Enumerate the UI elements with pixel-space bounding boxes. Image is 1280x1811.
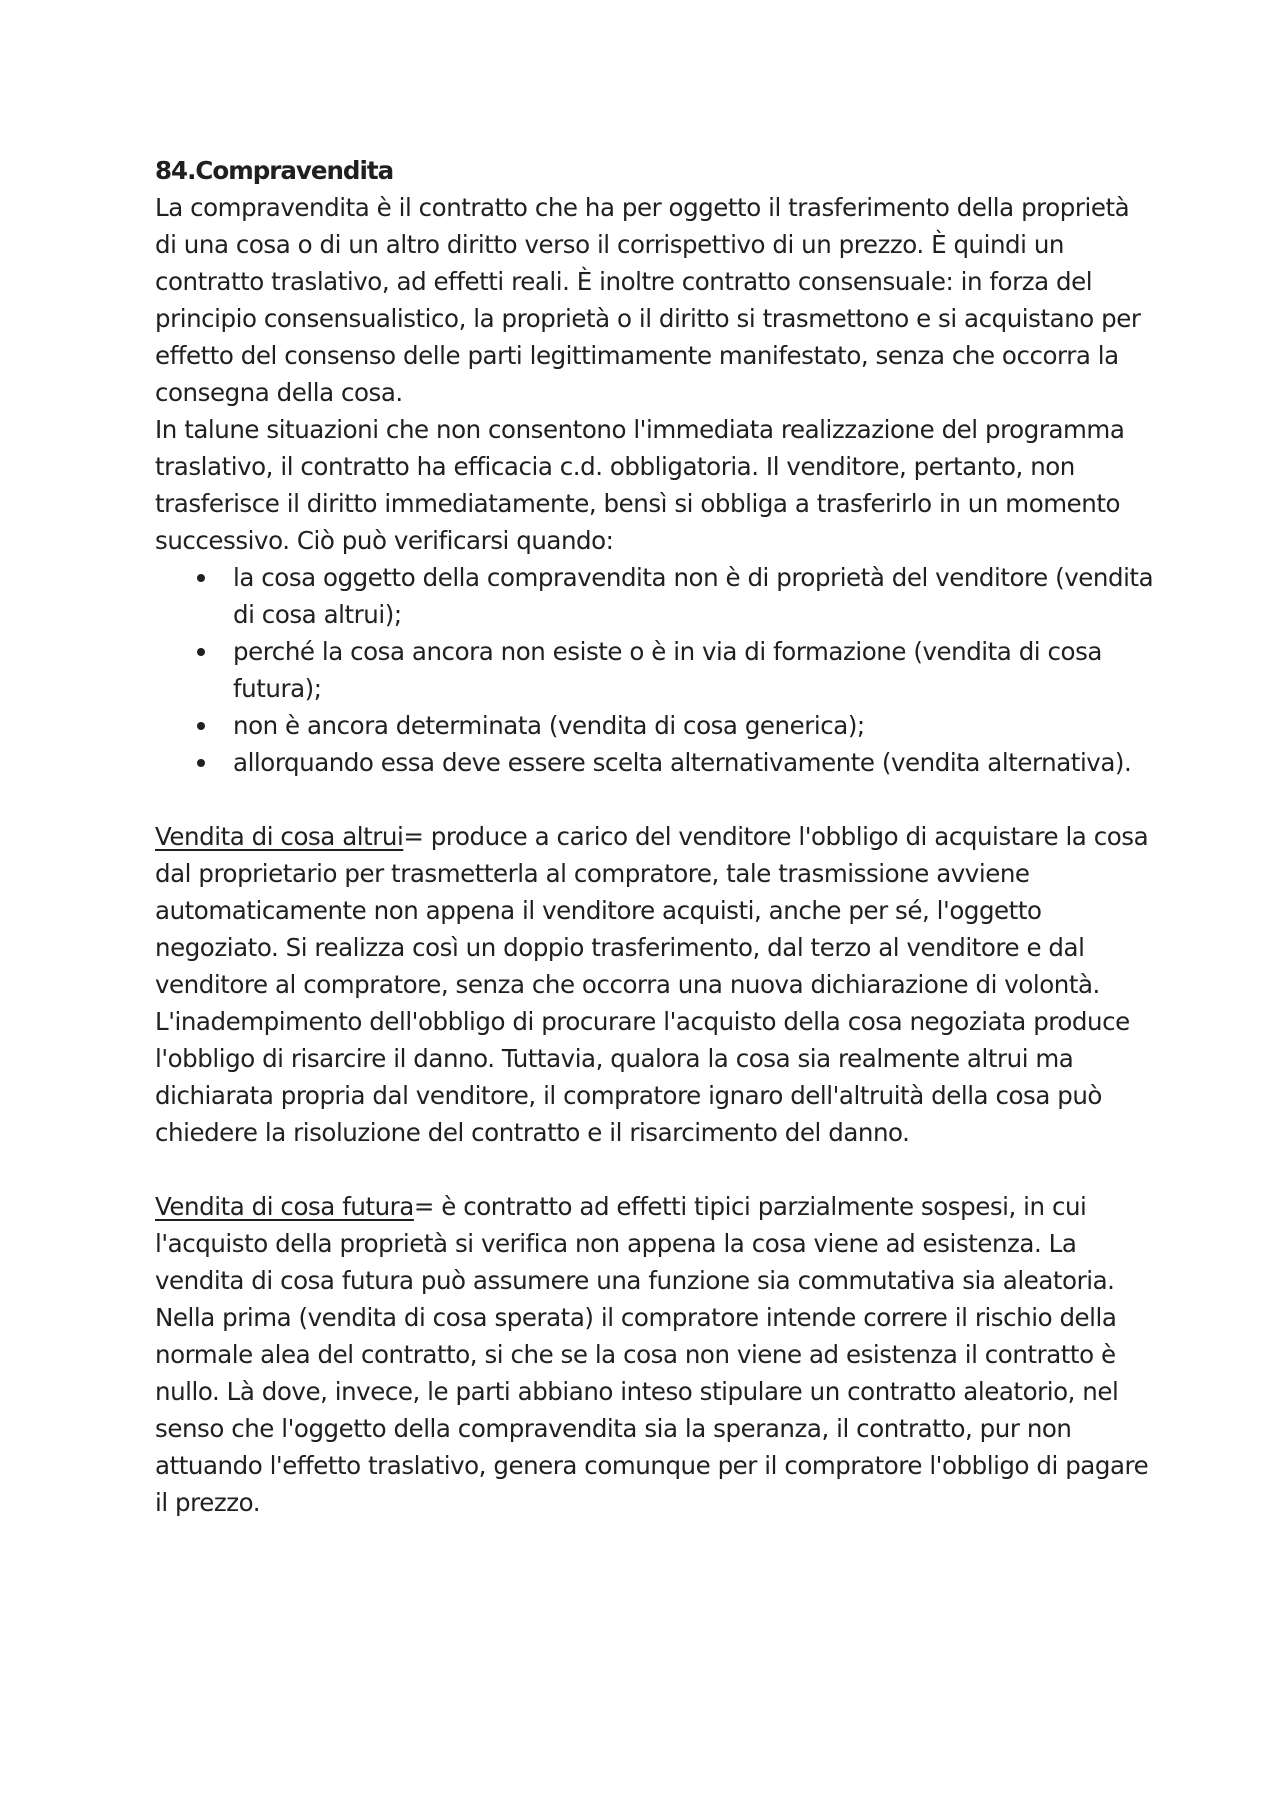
intro-paragraph-2: In talune situazioni che non consentono l'immediata realizzazione del programma traslativo, il contratto ha efficacia c.d. obbligatoria. Il venditore, pertanto, non trasferisce il diritto immediatamente, bensì si obbliga a trasferirlo in un momento successivo. Ciò può verificarsi quando: xyxy=(155,415,1125,555)
section-futura-paragraph xyxy=(155,1188,1155,1521)
section-altrui-paragraph xyxy=(155,818,1155,1003)
term-vendita-cosa-altrui: Vendita di cosa altrui xyxy=(155,822,404,851)
section-futura-text: = è contratto ad effetti tipici parzialmente sospesi, in cui l'acquisto della proprietà si verifica non appena la cosa viene ad esistenza. La vendita di cosa futura può assumere una funzione sia commutativa sia aleatoria. Nella prima (vendita di cosa sperata) il compratore intende correre il rischio della normale alea del contratto, si che se la cosa non viene ad esistenza il contratto è nullo. Là dove, invece, le parti abbiano inteso stipulare un contratto aleatorio, nel senso che l'oggetto della compravendita sia la speranza, il contratto, pur non attuando l'effetto traslativo, genera comunque per il compratore l'obbligo di pagare il prezzo. xyxy=(155,1192,1149,1517)
page-title: 84.Compravendita xyxy=(155,156,394,185)
list-item: la cosa oggetto della compravendita non è di proprietà del venditore (vendita di cosa altrui); xyxy=(233,559,1155,633)
list-item: perché la cosa ancora non esiste o è in via di formazione (vendita di cosa futura); xyxy=(233,633,1155,707)
section-altrui-paragraph-2: L'inadempimento dell'obbligo di procurare l'acquisto della cosa negoziata produce l'obbligo di risarcire il danno. Tuttavia, qualora la cosa sia realmente altrui ma dichiarata propria dal venditore, il compratore ignaro dell'altruità della cosa può chiedere la risoluzione del contratto e il risarcimento del danno. xyxy=(155,1007,1130,1147)
section-altrui-text: = produce a carico del venditore l'obbligo di acquistare la cosa dal proprietario per trasmetterla al compratore, tale trasmissione avviene automaticamente non appena il venditore acquisti, anche per sé, l'oggetto negoziato. Si realizza così un doppio trasferimento, dal terzo al venditore e dal venditore al compratore, senza che occorra una nuova dichiarazione di volontà. xyxy=(155,822,1149,999)
cases-list xyxy=(155,559,1155,781)
intro-paragraph-1: La compravendita è il contratto che ha per oggetto il trasferimento della proprietà di una cosa o di un altro diritto verso il corrispettivo di un prezzo. È quindi un contratto traslativo, ad effetti reali. È inoltre contratto consensuale: in forza del principio consensualistico, la proprietà o il diritto si trasmettono e si acquistano per effetto del consenso delle parti legittimamente manifestato, senza che occorra la consegna della cosa. xyxy=(155,193,1141,407)
term-vendita-cosa-futura: Vendita di cosa futura xyxy=(155,1192,414,1221)
spacer xyxy=(155,781,1155,818)
spacer xyxy=(155,1151,1155,1188)
list-item: allorquando essa deve essere scelta alternativamente (vendita alternativa). xyxy=(233,744,1155,781)
document-page xyxy=(155,152,1155,1521)
list-item: non è ancora determinata (vendita di cosa generica); xyxy=(233,707,1155,744)
